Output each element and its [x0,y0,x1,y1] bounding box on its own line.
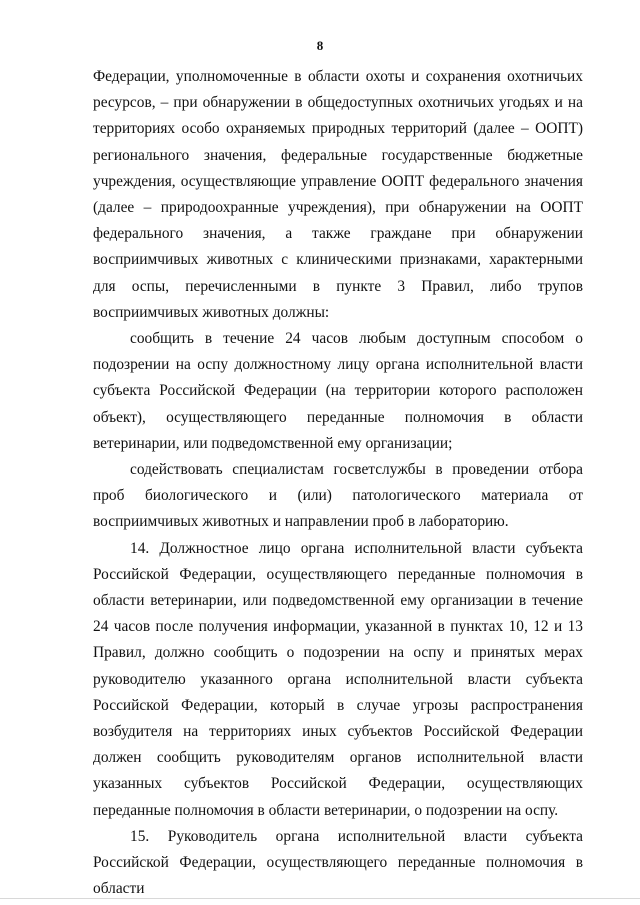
page-number: 8 [316,38,324,53]
paragraph-clause-15: 15. Руководитель органа исполнительной власти субъекта Российской Федерации, осуществляющего переданные полномочия в области [93,827,583,898]
paragraph-continuation: Федерации, уполномоченные в области охоты и сохранения охотничьих ресурсов, – при обнаружении в общедоступных охотничьих угодьях и на территориях особо охраняемых природных территорий (далее – ООПТ) регионального значения, федеральные государственные бюджетные учреждения, осуществляющие управление ООПТ федерального значения (далее – природоохранные учреждения), при обнаружении на ООПТ федерального значения, а также граждане при обнаружении восприимчивых животных с клиническими признаками, характерными для оспы, перечисленными в пункте 3 Правил, либо трупов восприимчивых животных должны: [93,68,583,321]
document-body [93,64,583,903]
page-bottom-edge [0,898,640,899]
paragraph-assist-sampling: содействовать специалистам госветслужбы в проведении отбора проб биологического и (или) патологического материала от восприимчивых животных и направлении проб в лабораторию. [93,461,583,531]
paragraph-clause-14: 14. Должностное лицо органа исполнительной власти субъекта Российской Федерации, осуществляющего переданные полномочия в области ветеринарии, или подведомственной ему организации в течение 24 часов после получения информации, указанной в пунктах 10, 12 и 13 Правил, должно сообщить о подозрении на оспу и принятых мерах руководителю указанного органа исполнительной власти субъекта Российской Федерации, который в случае угрозы распространения возбудителя на территориях иных субъектов Российской Федерации должен сообщить руководителям органов исполнительной власти указанных субъектов Российской Федерации, осуществляющих переданные полномочия в области ветеринарии, о подозрении на оспу. [93,539,583,819]
paragraph-report-suspicion: сообщить в течение 24 часов любым доступным способом о подозрении на оспу должностному лицу органа исполнительной власти субъекта Российской Федерации (на территории которого расположен объект), осуществляющего переданные полномочия в области ветеринарии, или подведомственной ему организации; [93,330,583,452]
